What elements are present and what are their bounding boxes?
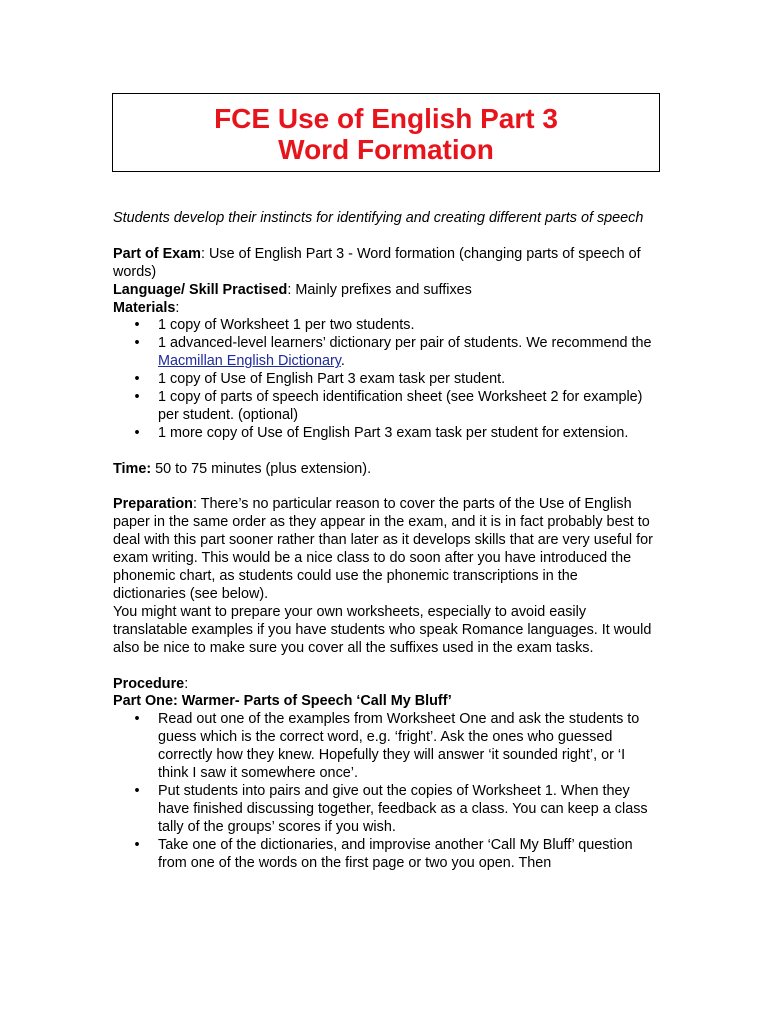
time [113,461,653,479]
materials-colon: : [175,299,180,316]
language-label: Language [113,281,181,298]
material-item-2-text: 1 advanced-level learners’ dictionary per pair of students. We recommend the [158,335,652,352]
list-item [113,371,653,389]
bullet-icon: • [134,782,140,799]
language-skill [113,282,653,300]
procedure-label: Procedure [113,675,185,692]
materials-heading [113,300,653,318]
procedure-step-1: Read out one of the examples from Worksheet One and ask the students to guess which is the correct word, e.g. ‘fright’. Ask the ones who guessed correctly how they knew. Hopefully they will answer ‘it sounded right’, or ‘I think I saw it somewhere once’. [158,711,640,782]
procedure-step-2: Put students into pairs and give out the copies of Worksheet 1. When they have finished discussing together, feedback as a class. You can keep a class tally of the groups’ scores if you wish. [158,782,648,835]
procedure-list [113,711,653,872]
time-label: Time: [113,460,152,477]
bullet-icon: • [134,389,140,406]
list-item [113,425,653,443]
spacer [113,479,653,497]
bullet-icon: • [134,424,140,441]
bullet-icon: • [134,317,140,334]
bullet-icon: • [134,836,140,853]
material-item-5: 1 more copy of Use of English Part 3 exam task per student for extension. [158,424,629,441]
materials-list [113,317,653,442]
part-of-exam-text: : Use of English Part 3 - Word formation (changing parts of speech of words) [113,245,641,280]
list-item [113,317,653,335]
preparation [113,496,653,603]
list-item [113,335,653,371]
material-item-3: 1 copy of Use of English Part 3 exam task per student. [158,371,506,388]
bullet-icon: • [134,371,140,388]
skill-label: / Skill Practised [180,281,288,298]
macmillan-dictionary-link[interactable]: Macmillan English Dictionary [158,353,341,370]
list-item [113,837,653,873]
procedure-heading [113,676,653,694]
list-item [113,783,653,837]
procedure-colon: : [184,675,189,692]
title-box [112,93,660,172]
part-one-heading: Part One: Warmer- Parts of Speech ‘Call My Bluff’ [113,693,452,710]
part-of-exam-label: Part of Exam [113,245,201,262]
preparation-continued: You might want to prepare your own worksheets, especially to avoid easily translatable examples if you have students who speak Romance languages. It would also be nice to make sure you cover all the suffixes used in the exam tasks. [113,603,652,656]
title-line-1: FCE Use of English Part 3 [214,103,558,134]
bullet-icon: • [134,335,140,352]
spacer [113,228,653,246]
language-skill-text: : Mainly prefixes and suffixes [287,281,472,298]
intro-text: Students develop their instincts for identifying and creating different parts of speech [113,210,644,226]
material-item-1: 1 copy of Worksheet 1 per two students. [158,317,415,334]
material-item-4: 1 copy of parts of speech identification sheet (see Worksheet 2 for example) per student. (optional) [158,389,643,423]
bullet-icon: • [134,711,140,728]
title-line-2: Word Formation [278,134,494,165]
time-text: 50 to 75 minutes (plus extension). [151,460,372,477]
list-item [113,389,653,425]
material-item-2-end: . [340,353,345,370]
part-of-exam [113,246,653,282]
preparation-label: Preparation [113,496,193,513]
materials-label: Materials [113,299,176,316]
preparation-text: : There’s no particular reason to cover the parts of the Use of English paper in the same order as they appear in the exam, and it is in fact probably best to deal with this part sooner rather than later as it develops skills that are very useful for exam writing. This would be a nice class to do soon after you have introduced the phonemic chart, as students could use the phonemic transcriptions in the dictionaries (see below). [113,496,653,602]
spacer [113,658,653,676]
procedure-step-3: Take one of the dictionaries, and improvise another ‘Call My Bluff’ question from one of the words on the first page or two you open. Then [158,836,633,871]
spacer [113,443,653,461]
document-body [113,210,653,872]
list-item [113,711,653,783]
